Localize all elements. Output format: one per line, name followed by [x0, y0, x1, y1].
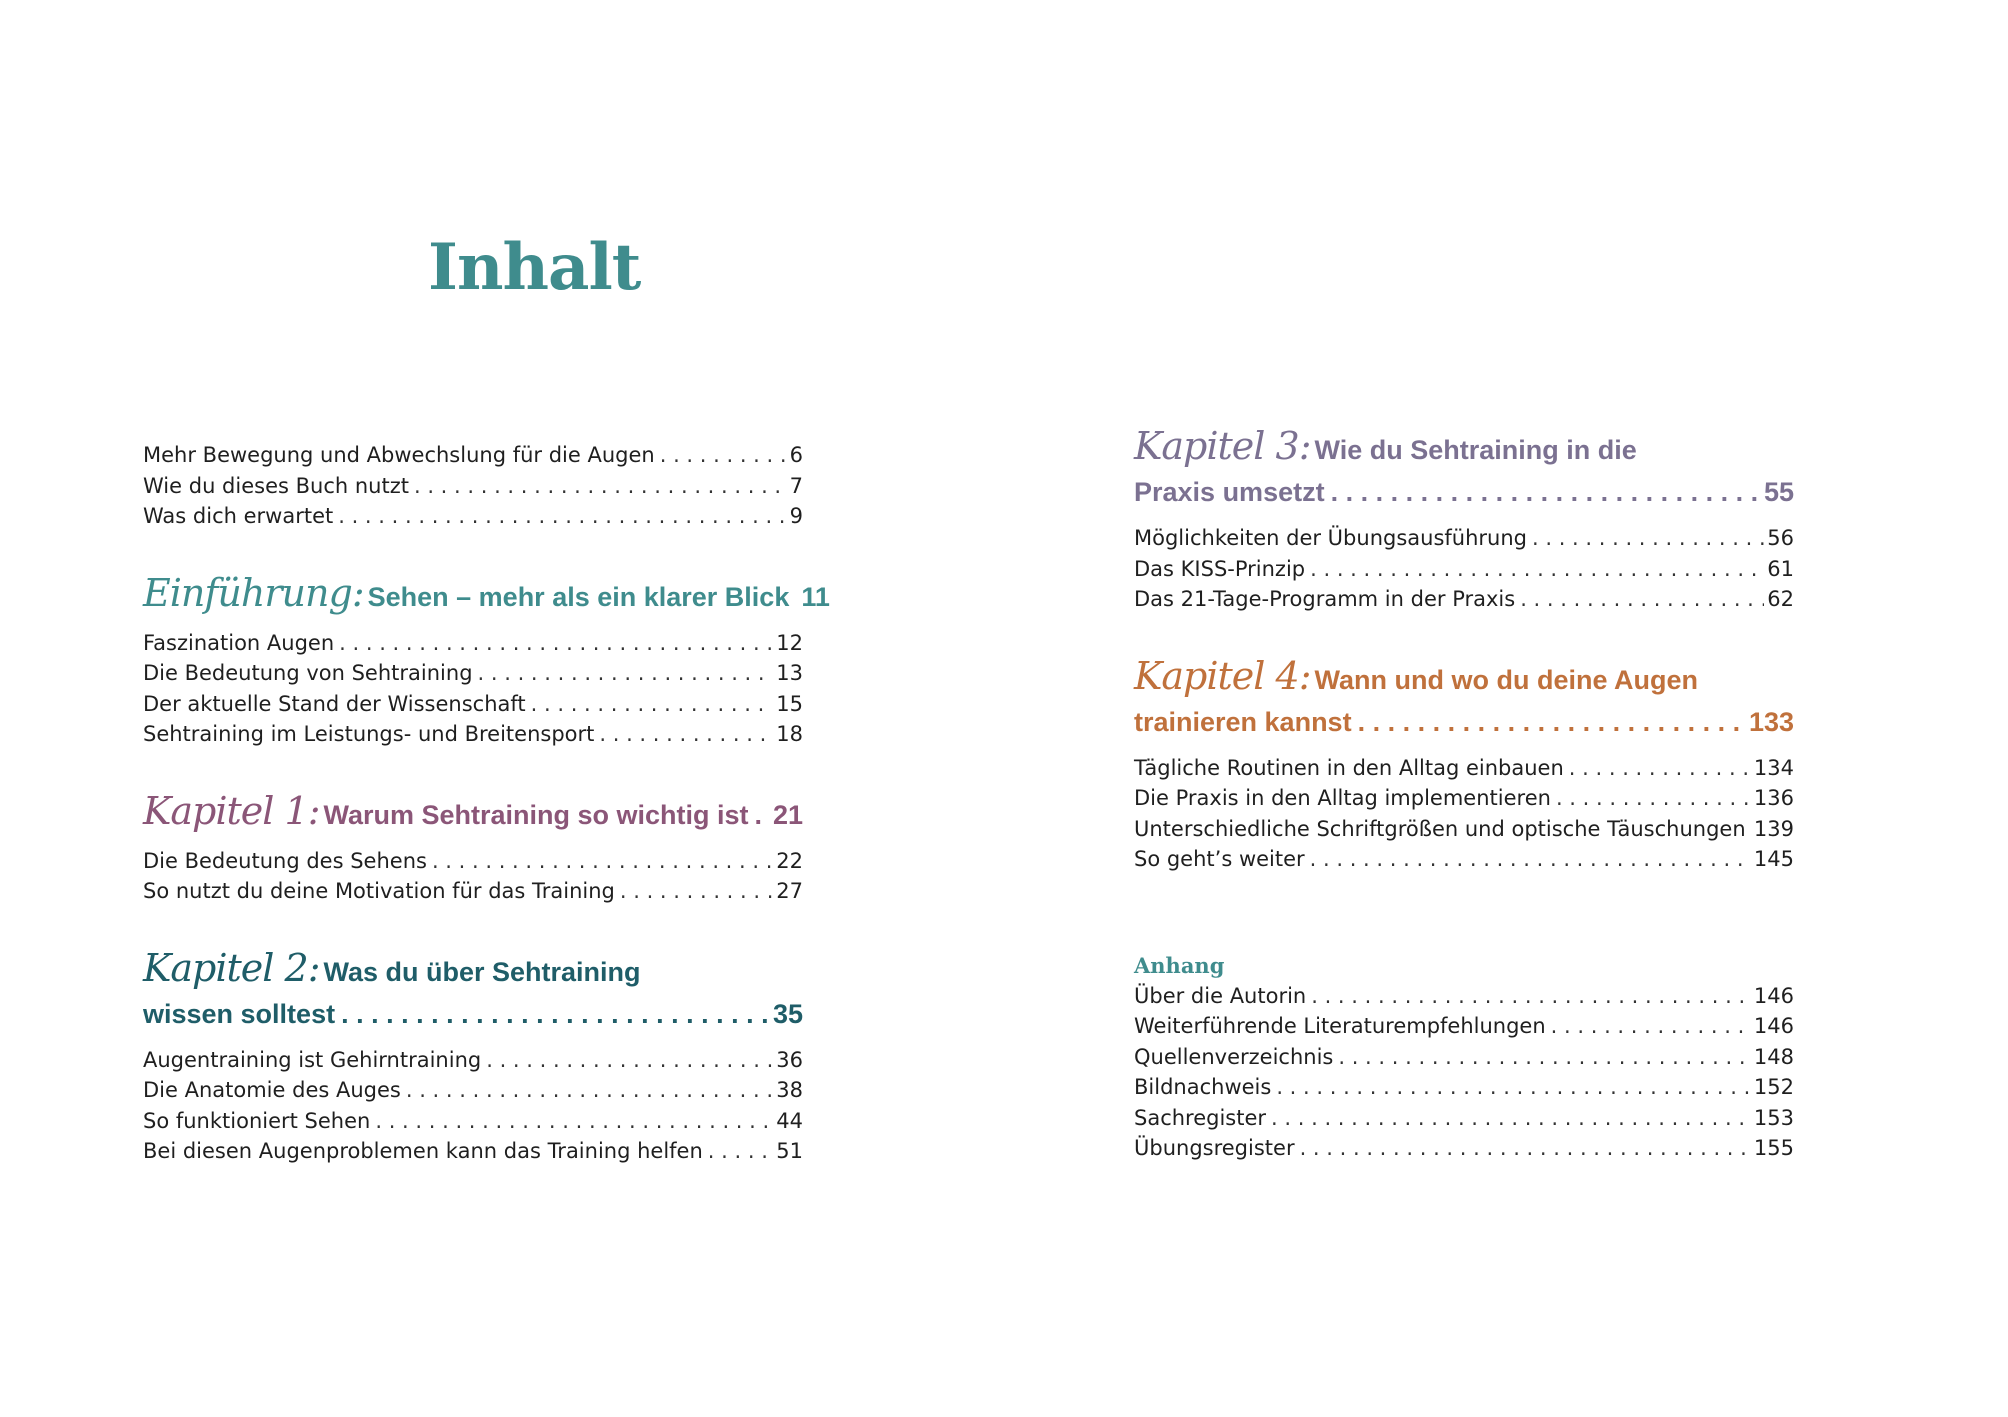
chapter-title: Wann und wo du deine Augen — [1314, 664, 1698, 695]
leader-dots — [486, 1045, 773, 1076]
toc-entry-label: Die Anatomie des Auges — [143, 1078, 401, 1102]
chapter-title-continued: Praxis umsetzt — [1134, 477, 1325, 507]
toc-entry-label: Mehr Bewegung und Abwechslung für die Augen — [143, 443, 655, 467]
chapter-prefix: Kapitel 3: — [1134, 424, 1311, 468]
toc-entry-label: Der aktuelle Stand der Wissenschaft — [143, 691, 526, 716]
leader-dots — [531, 689, 774, 720]
toc-anhang-group — [1134, 951, 1794, 1164]
toc-entry[interactable] — [1134, 844, 1794, 875]
toc-entry-label: Was dich erwartet — [143, 504, 334, 528]
leader-dots — [1300, 1133, 1751, 1164]
leader-dots — [1358, 701, 1743, 743]
leader-dots — [1310, 554, 1764, 585]
toc-entry[interactable] — [1134, 783, 1794, 814]
toc-entry-page: 36 — [776, 1047, 803, 1072]
toc-entry-page: 12 — [776, 630, 803, 655]
toc-entry-page: 146 — [1753, 983, 1794, 1008]
leader-dots — [755, 794, 767, 836]
toc-left-column — [143, 440, 830, 1207]
toc-entry-label: Die Bedeutung des Sehens — [143, 848, 427, 873]
toc-kapitel2-group — [143, 947, 803, 1167]
toc-entry-label: Faszination Augen — [143, 630, 335, 655]
toc-entry-page: 7 — [789, 473, 803, 498]
toc-entry-page: 152 — [1753, 1075, 1794, 1099]
toc-entry-page: 18 — [776, 722, 803, 746]
toc-entry-page: 13 — [776, 661, 803, 685]
chapter-prefix: Einführung: — [143, 570, 364, 615]
leader-dots — [1331, 471, 1758, 513]
toc-entry-page: 38 — [776, 1078, 803, 1102]
toc-entry-page: 15 — [776, 691, 803, 716]
toc-entry-label: Sehtraining im Leistungs- und Breitensport — [143, 722, 595, 746]
toc-kapitel3-group — [1134, 425, 1794, 615]
toc-entry-label: Tägliche Routinen in den Alltag einbauen — [1134, 755, 1564, 780]
toc-entry-label: Die Praxis in den Alltag implementieren — [1134, 786, 1551, 810]
toc-entry-page: 22 — [776, 848, 803, 873]
chapter-page: 35 — [772, 998, 803, 1029]
toc-entry-page: 27 — [776, 879, 803, 903]
toc-entry-page: 145 — [1753, 847, 1794, 871]
leader-dots — [1276, 1072, 1751, 1103]
leader-dots — [1556, 783, 1751, 814]
toc-entry[interactable] — [143, 471, 803, 502]
toc-entry-page: 61 — [1767, 556, 1794, 581]
leader-dots — [620, 876, 773, 907]
chapter-heading-kapitel-3[interactable] — [1134, 425, 1794, 513]
chapter-page: 55 — [1763, 477, 1794, 507]
chapter-prefix: Kapitel 2: — [143, 945, 320, 990]
appendix-heading[interactable]: Anhang — [1134, 952, 1225, 978]
toc-entry[interactable] — [1134, 584, 1794, 615]
toc-entry-label: Bildnachweis — [1134, 1075, 1272, 1099]
toc-entry-page: 139 — [1753, 816, 1794, 841]
leader-dots — [1338, 1042, 1751, 1073]
leader-dots — [375, 1106, 773, 1137]
toc-entry-label: So geht’s weiter — [1134, 847, 1305, 871]
toc-entry-label: Quellenverzeichnis — [1134, 1044, 1334, 1069]
toc-entry[interactable] — [143, 1136, 803, 1167]
toc-entry-label: Das 21-Tage-Programm in der Praxis — [1134, 587, 1516, 611]
toc-entry-page: 136 — [1753, 786, 1794, 810]
leader-dots — [1551, 1011, 1751, 1042]
leader-dots — [1311, 981, 1751, 1012]
toc-einfuehrung-group — [143, 570, 830, 750]
leader-dots — [339, 628, 773, 659]
toc-intro-group — [143, 440, 803, 532]
chapter-title-continued: trainieren kannst — [1134, 706, 1352, 737]
toc-entry-page: 44 — [776, 1108, 803, 1133]
leader-dots — [414, 471, 787, 502]
toc-right-column — [1134, 425, 1794, 1204]
toc-entry[interactable] — [143, 1106, 803, 1137]
toc-entry-page: 146 — [1753, 1014, 1794, 1038]
chapter-title-continued: wissen solltest — [143, 998, 336, 1029]
toc-entry[interactable] — [1134, 1072, 1794, 1103]
leader-dots — [1569, 753, 1751, 784]
chapter-prefix: Kapitel 4: — [1134, 653, 1311, 698]
chapter-heading-kapitel-2[interactable] — [143, 947, 803, 1035]
toc-entry-label: So nutzt du deine Motivation für das Training — [143, 879, 615, 903]
toc-entry[interactable] — [1134, 1042, 1794, 1073]
toc-entry[interactable] — [143, 1075, 803, 1106]
chapter-prefix: Kapitel 1: — [143, 788, 320, 833]
toc-entry-label: Unterschiedliche Schriftgrößen und optische Täuschungen — [1134, 816, 1746, 841]
chapter-page: 21 — [772, 799, 803, 830]
toc-entry[interactable] — [143, 628, 803, 659]
toc-entry-label: Übungsregister — [1134, 1136, 1295, 1160]
toc-kapitel1-group — [143, 790, 803, 907]
toc-entry-page: 56 — [1767, 526, 1794, 550]
chapter-page: 133 — [1748, 706, 1794, 737]
toc-entry[interactable] — [1134, 523, 1794, 554]
toc-entry-label: Wie du dieses Buch nutzt — [143, 473, 409, 498]
toc-entry[interactable] — [1134, 1133, 1794, 1164]
toc-entry[interactable] — [143, 719, 803, 750]
toc-entry[interactable] — [143, 876, 803, 907]
toc-entry[interactable] — [143, 440, 803, 471]
leader-dots — [432, 846, 773, 877]
toc-entry[interactable] — [143, 846, 803, 877]
leader-dots — [599, 719, 773, 750]
toc-entry[interactable] — [1134, 1103, 1794, 1134]
toc-kapitel4-group — [1134, 655, 1794, 875]
toc-entry-page: 148 — [1753, 1044, 1794, 1069]
toc-entry[interactable] — [1134, 814, 1794, 845]
toc-entry-label: Möglichkeiten der Übungsausführung — [1134, 526, 1527, 550]
toc-entry-page: 51 — [776, 1139, 803, 1163]
leader-dots — [1520, 584, 1764, 615]
toc-entry-label: Sachregister — [1134, 1105, 1267, 1130]
toc-entry-label: Bei diesen Augenproblemen kann das Training helfen — [143, 1139, 703, 1163]
leader-dots — [1532, 523, 1764, 554]
leader-dots — [1310, 844, 1751, 875]
toc-entry[interactable] — [143, 689, 803, 720]
leader-dots — [660, 440, 787, 471]
chapter-heading-einfuehrung[interactable] — [143, 570, 830, 618]
chapter-heading-kapitel-4[interactable] — [1134, 655, 1794, 743]
toc-entry[interactable] — [1134, 981, 1794, 1012]
toc-entry-label: Die Bedeutung von Sehtraining — [143, 661, 473, 685]
toc-entry[interactable] — [1134, 1011, 1794, 1042]
toc-entry-label: Augentraining ist Gehirntraining — [143, 1047, 482, 1072]
page-title: Inhalt — [428, 230, 641, 305]
chapter-title: Was du über Sehtraining — [323, 956, 641, 987]
leader-dots — [708, 1136, 773, 1167]
chapter-title: Wie du Sehtraining in die — [1314, 435, 1637, 465]
leader-dots — [1271, 1103, 1751, 1134]
chapter-page: 11 — [801, 581, 830, 612]
toc-entry-page: 155 — [1753, 1136, 1794, 1160]
toc-entry-page: 6 — [789, 443, 803, 467]
toc-entry[interactable] — [1134, 753, 1794, 784]
leader-dots — [478, 658, 774, 689]
chapter-title: Sehen – mehr als ein klarer Blick — [367, 581, 790, 612]
leader-dots — [338, 501, 786, 532]
toc-entry-page: 62 — [1767, 587, 1794, 611]
toc-entry-label: Das KISS-Prinzip — [1134, 556, 1306, 581]
toc-entry-page: 9 — [789, 504, 803, 528]
toc-entry-page: 134 — [1753, 755, 1794, 780]
leader-dots — [341, 993, 767, 1035]
toc-entry[interactable] — [1134, 554, 1794, 585]
leader-dots — [406, 1075, 773, 1106]
toc-entry[interactable] — [143, 658, 803, 689]
toc-entry-page: 153 — [1753, 1105, 1794, 1130]
toc-entry[interactable] — [143, 1045, 803, 1076]
toc-entry-label: So funktioniert Sehen — [143, 1108, 371, 1133]
chapter-heading-kapitel-1[interactable] — [143, 790, 803, 836]
toc-entry-label: Über die Autorin — [1134, 983, 1307, 1008]
toc-entry[interactable] — [143, 501, 803, 532]
chapter-title: Warum Sehtraining so wichtig ist — [323, 799, 749, 830]
toc-entry-label: Weiterführende Literaturempfehlungen — [1134, 1014, 1546, 1038]
